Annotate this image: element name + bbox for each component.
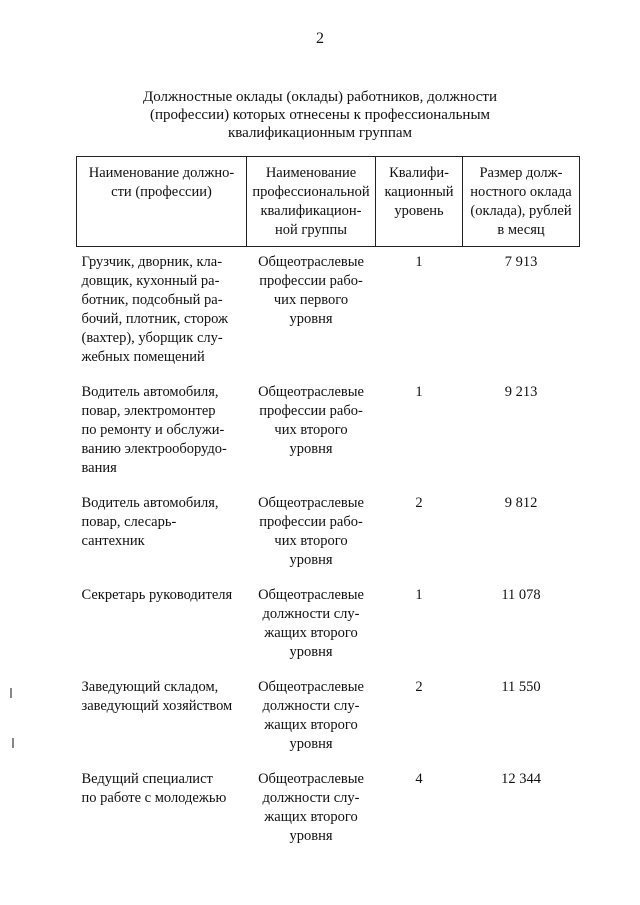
level-cell: 1 [415, 384, 423, 400]
table-row [77, 383, 580, 494]
title-line: (профессии) которых отнесены к профессиональным [149, 107, 491, 123]
table-row [77, 494, 580, 586]
group-cell [247, 383, 376, 494]
level-cell: 4 [415, 771, 423, 787]
cell-line: по работе с молодежью [81, 790, 227, 806]
level-cell: 2 [415, 679, 423, 695]
cell-line: уровня [289, 552, 333, 568]
header-line: квалификацион- [260, 203, 362, 219]
cell-line: уровня [289, 736, 333, 752]
cell-line: вания [81, 460, 117, 476]
table-row [77, 247, 580, 384]
cell-line: Общеотраслевые [258, 495, 364, 511]
cell-line: по ремонту и обслужи- [81, 422, 225, 438]
header-position [77, 157, 247, 247]
cell-line: Водитель автомобиля, [81, 495, 219, 511]
table-row [77, 678, 580, 770]
cell-line: жащих второго [264, 809, 358, 825]
position-cell [77, 494, 247, 586]
cell-line: бочий, плотник, сторож [81, 311, 229, 327]
cell-line: Водитель автомобиля, [81, 384, 219, 400]
cell-line: уровня [289, 644, 333, 660]
salary-cell: 9 213 [504, 384, 538, 400]
salary-cell: 11 078 [501, 587, 541, 603]
page-number: 2 [316, 30, 324, 47]
position-cell [77, 770, 247, 862]
cell-line: Секретарь руководителя [81, 587, 233, 603]
header-line: Наименование должно- [88, 165, 235, 181]
position-cell [77, 383, 247, 494]
cell-line: уровня [289, 828, 333, 844]
group-cell [247, 494, 376, 586]
cell-line: жебных помещений [81, 349, 205, 365]
cell-line: Общеотраслевые [258, 384, 364, 400]
level-cell: 1 [415, 587, 423, 603]
position-cell [77, 678, 247, 770]
cell-line: сантехник [81, 533, 145, 549]
group-cell [247, 678, 376, 770]
header-qualification-group [247, 157, 376, 247]
table-row [77, 586, 580, 678]
cell-line: должности слу- [262, 606, 360, 622]
cell-line: уровня [289, 441, 333, 457]
header-line: кационный [384, 184, 454, 200]
header-salary [463, 157, 580, 247]
cell-line: профессии рабо- [259, 514, 363, 530]
cell-line: уровня [289, 311, 333, 327]
position-cell [77, 586, 247, 678]
salary-cell: 9 812 [504, 495, 538, 511]
cell-line: чих второго [274, 422, 348, 438]
cell-line: довщик, кухонный ра- [81, 273, 220, 289]
cell-line: чих первого [273, 292, 349, 308]
header-line: (оклада), рублей [470, 203, 572, 219]
level-cell: 1 [415, 254, 423, 270]
cell-line: Общеотраслевые [258, 679, 364, 695]
cell-line: чих второго [274, 533, 348, 549]
header-line: Наименование [265, 165, 357, 181]
salary-cell: 11 550 [501, 679, 541, 695]
salary-cell: 7 913 [504, 254, 538, 270]
cell-line: повар, электромонтер [81, 403, 216, 419]
header-line: Размер долж- [479, 165, 563, 181]
cell-line: ванию электрооборудо- [81, 441, 227, 457]
cell-line: жащих второго [264, 625, 358, 641]
scan-mark [12, 738, 14, 748]
header-line: Квалифи- [389, 165, 449, 181]
cell-line: (вахтер), уборщик слу- [81, 330, 223, 346]
cell-line: профессии рабо- [259, 273, 363, 289]
cell-line: должности слу- [262, 698, 360, 714]
cell-line: повар, слесарь- [81, 514, 177, 530]
table-header-row [77, 157, 580, 247]
header-line: уровень [394, 203, 444, 219]
level-cell: 2 [415, 495, 423, 511]
title-line: квалификационным группам [227, 125, 413, 141]
table-row [77, 770, 580, 862]
cell-line: Ведущий специалист [81, 771, 213, 787]
cell-line: Общеотраслевые [258, 587, 364, 603]
header-line: ностного оклада [470, 184, 572, 200]
cell-line: Общеотраслевые [258, 771, 364, 787]
position-cell [77, 247, 247, 384]
cell-line: Заведующий складом, [81, 679, 219, 695]
header-line: ной группы [275, 222, 347, 238]
cell-line: Общеотраслевые [258, 254, 364, 270]
header-line: в месяц [497, 222, 545, 238]
header-line: сти (профессии) [111, 184, 212, 200]
salary-table [76, 156, 580, 862]
scan-mark [10, 688, 12, 698]
cell-line: должности слу- [262, 790, 360, 806]
cell-line: заведующий хозяйством [81, 698, 233, 714]
cell-line: ботник, подсобный ра- [81, 292, 223, 308]
group-cell [247, 770, 376, 862]
group-cell [247, 247, 376, 384]
cell-line: Грузчик, дворник, кла- [81, 254, 223, 270]
cell-line: профессии рабо- [259, 403, 363, 419]
title-line: Должностные оклады (оклады) работников, должности [142, 89, 498, 105]
group-cell [247, 586, 376, 678]
salary-cell: 12 344 [501, 771, 541, 787]
cell-line: жащих второго [264, 717, 358, 733]
header-line: профессиональной [252, 184, 370, 200]
document-title [130, 88, 510, 142]
header-qualification-level [376, 157, 463, 247]
